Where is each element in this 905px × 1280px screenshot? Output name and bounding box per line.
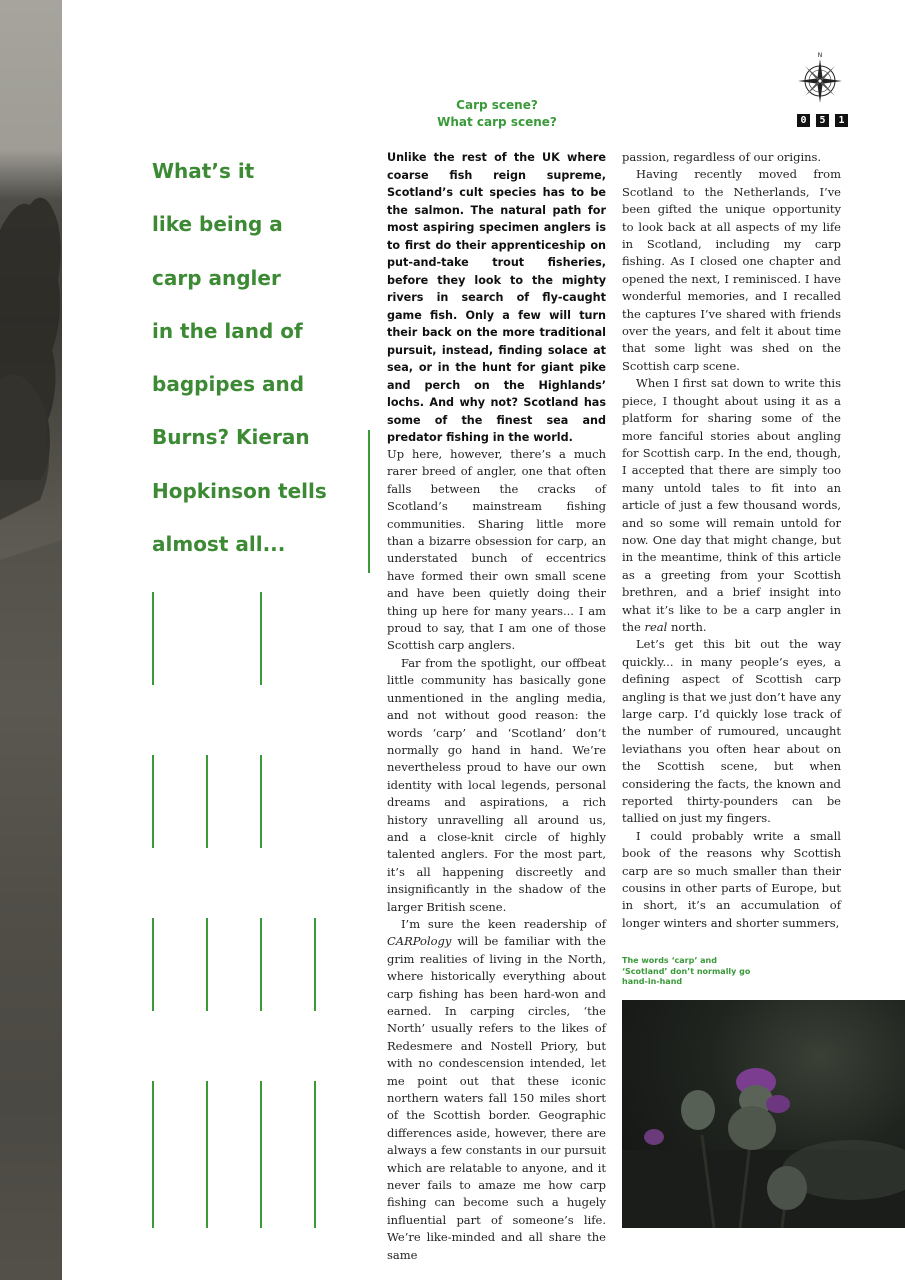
paragraph: passion, regardless of our origins. (622, 150, 822, 164)
vertical-rule (152, 918, 154, 1011)
headline-line: What’s it (152, 159, 255, 183)
article-column-1 (387, 446, 606, 1264)
paragraph (622, 375, 841, 636)
article-standfirst: Unlike the rest of the UK where coarse fish reign supreme, Scotland’s cult species has to be the salmon. The natural path for most aspiring specimen anglers is to first do their apprenticeship on put-and-take trout fisheries, before they look to the mighty rivers in search of fly-caught game fish. Only a few will turn their back on the more traditional pursuit, instead, finding solace at sea, or in the hunt for giant pike and perch on the Highlands’ lochs. And why not? Scotland has some of the finest sea and predator fishing in the world. (387, 151, 606, 444)
headline-line: bagpipes and (152, 372, 305, 397)
page-number-digit: 5 (816, 114, 829, 127)
headline-line: like being a (152, 212, 283, 237)
headline-line: almost all... (152, 532, 286, 557)
headline-line: Burns? Kieran (152, 425, 310, 450)
paragraph: Far from the spotlight, our offbeat little community has basically gone unmentioned in the angling media, and not without good reason: the words ‘carp’ and ‘Scotland’ don’t normally go hand in hand. We’re nevertheless proud to have our own identity with local legends, personal dreams and aspirations, a rich history unravelling all around us, and a close-knit circle of highly talented anglers. For the most part, it’s all happening discreetly and insignificantly in the shadow of the larger British scene. (387, 655, 606, 914)
paragraph-text: north. (667, 619, 707, 634)
magazine-title: CARPology (387, 934, 452, 949)
paragraph: Having recently moved from Scotland to the Netherlands, I’ve been gifted the unique opportunity to look back at all aspects of my life in Scotland, including my carp fishing. As I closed one chapter and opened the next, I reminisced. I have wonderful memories, and I recalled the captures I’ve shared with friends over the years, and felt it about time that some light was shed on the Scottish carp scene. (622, 167, 841, 373)
photo-caption: The words ‘carp’ and ‘Scotland’ don’t normally go hand-in-hand (622, 956, 751, 986)
vertical-rule (152, 592, 154, 685)
vertical-rule (260, 918, 262, 1011)
vertical-rule (152, 1081, 154, 1228)
paragraph-text: will be familiar with the grim realities of living in the North, where historically everything about carp fishing has been hard-won and earned. In carping circles, ‘the North’ usually refers to the likes of Redesmere and Nostell Priory, but with no condescension intended, let me point out that these iconic northern waters fall 150 miles short of the Scottish border. Geographic differences aside, however, there are always a few constants in our pursuit which are relatable to anyone, and it never fails to amaze me how carp fishing can become such a hugely influential part of someone’s life. We’re like-minded and all share the same (387, 934, 606, 1262)
page-number-digit: 1 (835, 114, 848, 127)
article-column-2 (622, 149, 841, 932)
headline-line: carp angler (152, 265, 281, 290)
paragraph: Let’s get this bit out the way quickly... in many people’s eyes, a defining aspect of Scottish carp angling is that we just don’t have any large carp. I’d quickly lose track of the number of rumoured, uncaught leviathans you often hear about on the Scottish scene, but when considering the facts, the known and reported thirty-pounders can be tallied on just my fingers. (622, 637, 841, 826)
vertical-rule (260, 592, 262, 685)
emphasis: real (644, 619, 668, 634)
vertical-rule (260, 1081, 262, 1228)
page-number-digit: 0 (797, 114, 810, 127)
paragraph: I could probably write a small book of the reasons why Scottish carp are so much smaller than their cousins in other parts of Europe, but in short, it’s an accumulation of longer winters and shorter summers, (622, 828, 841, 930)
thistle-illustration (622, 1000, 905, 1228)
section-kicker (387, 97, 607, 131)
page-number (797, 114, 848, 127)
paragraph-text: When I first sat down to write this piece, I thought about using it as a platform for sharing some of the more fanciful stories about angling for Scottish carp. In the end, though, I accepted that there are simply too many untold tales to fit into an article of just a few thousand words, and so some will remain untold for now. One day that might change, but in the meantime, think of this article as a greeting from your Scottish brethren, and a brief insight into what it’s like to be a carp angler in the (622, 376, 841, 634)
paragraph: Up here, however, there’s a much rarer breed of angler, one that often falls between the cracks of Scotland’s mainstream fishing communities. Sharing little more than a bizarre obsession for carp, an understated bunch of eccentrics have formed their own small scene and have been quietly doing their thing up here for many years... I am proud to say, that I am one of those Scottish carp anglers. (387, 447, 606, 653)
vertical-rule (260, 755, 262, 848)
vertical-rule (314, 1081, 316, 1228)
vertical-rule (206, 755, 208, 848)
headline-line: Hopkinson tells (152, 478, 327, 503)
thistle-photo (622, 1000, 905, 1228)
vertical-rule (206, 918, 208, 1011)
left-photo-strip (0, 0, 62, 1280)
vertical-rule (206, 1081, 208, 1228)
kicker-line: Carp scene? (456, 98, 538, 112)
article-headline (152, 145, 342, 571)
paragraph (387, 916, 606, 1264)
headline-line: in the land of (152, 318, 303, 343)
vertical-rule (152, 755, 154, 848)
vertical-rule (368, 430, 370, 573)
kicker-line: What carp scene? (437, 115, 557, 129)
paragraph-text: I’m sure the keen readership of (401, 916, 606, 931)
compass-rose-icon (795, 50, 845, 106)
compass-north-label: N (817, 52, 823, 59)
vertical-rule (314, 918, 316, 1011)
tree-silhouette (0, 0, 62, 1280)
